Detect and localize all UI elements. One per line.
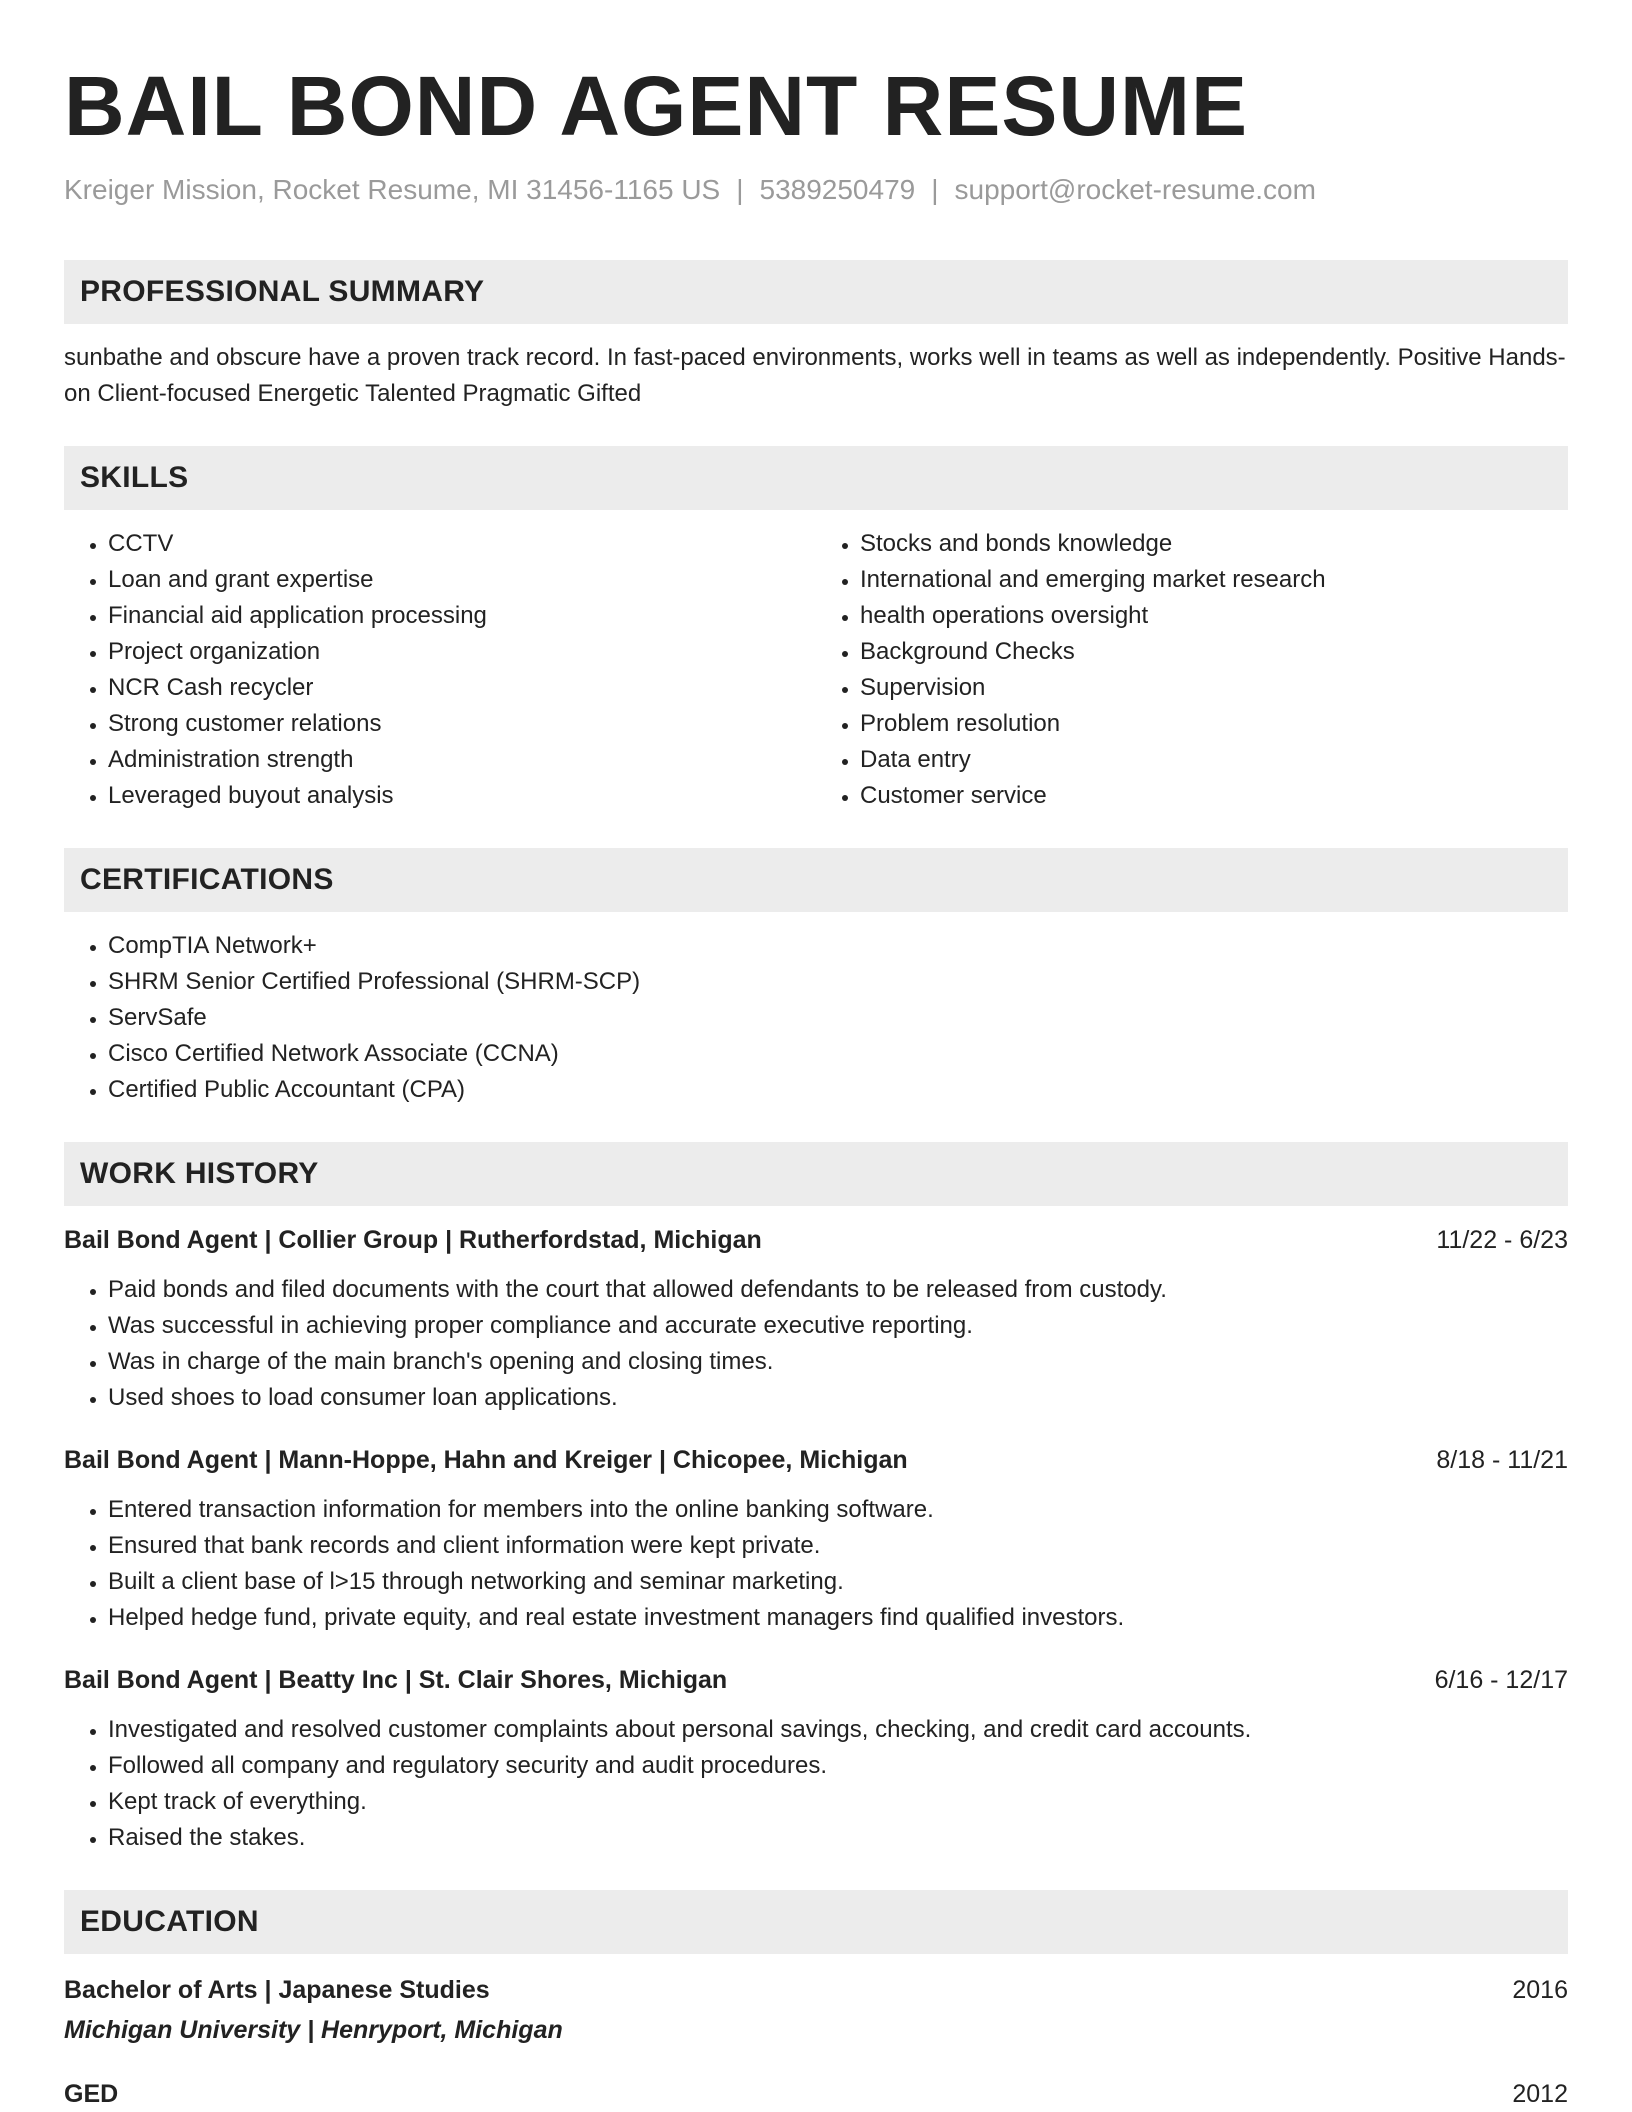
skill-item: • NCR Cash recycler bbox=[108, 670, 816, 706]
skills-list bbox=[64, 526, 1568, 814]
certification-item: • SHRM Senior Certified Professional (SHRM-SCP) bbox=[108, 964, 1568, 1000]
skill-item: • Background Checks bbox=[860, 634, 1568, 670]
job-bullet: • Used shoes to load consumer loan applications. bbox=[108, 1380, 1568, 1416]
certification-item: • Certified Public Accountant (CPA) bbox=[108, 1072, 1568, 1108]
skill-item: • Stocks and bonds knowledge bbox=[860, 526, 1568, 562]
job-bullets bbox=[64, 1712, 1568, 1856]
certification-item: • Cisco Certified Network Associate (CCNA) bbox=[108, 1036, 1568, 1072]
skill-item: • health operations oversight bbox=[860, 598, 1568, 634]
education-header bbox=[64, 1972, 1568, 2008]
job-dates: 11/22 - 6/23 bbox=[1436, 1226, 1568, 1254]
job-bullet: • Investigated and resolved customer complaints about personal savings, checking, and credit card accounts. bbox=[108, 1712, 1568, 1748]
job-bullets bbox=[64, 1492, 1568, 1636]
skill-item: • Data entry bbox=[860, 742, 1568, 778]
job-bullet: • Kept track of everything. bbox=[108, 1784, 1568, 1820]
skill-item: • Strong customer relations bbox=[108, 706, 816, 742]
contact-separator: | bbox=[931, 174, 939, 205]
job-dates: 6/16 - 12/17 bbox=[1434, 1666, 1568, 1694]
section-heading-summary: PROFESSIONAL SUMMARY bbox=[64, 260, 1568, 324]
job-bullet: • Was successful in achieving proper compliance and accurate executive reporting. bbox=[108, 1308, 1568, 1344]
skill-item: • Supervision bbox=[860, 670, 1568, 706]
education-school: Michigan University | Henryport, Michigan bbox=[64, 2016, 563, 2044]
contact-separator: | bbox=[736, 174, 744, 205]
skill-item: • Loan and grant expertise bbox=[108, 562, 816, 598]
education-year: 2016 bbox=[1512, 1976, 1568, 2004]
skill-item: • International and emerging market research bbox=[860, 562, 1568, 598]
job-entry bbox=[64, 1442, 1568, 1636]
contact-email[interactable]: support@rocket-resume.com bbox=[954, 174, 1316, 205]
section-heading-skills: SKILLS bbox=[64, 446, 1568, 510]
contact-line bbox=[64, 172, 1568, 208]
education-year: 2012 bbox=[1512, 2080, 1568, 2108]
job-bullet: • Paid bonds and filed documents with the court that allowed defendants to be released from custody. bbox=[108, 1272, 1568, 1308]
section-heading-certifications: CERTIFICATIONS bbox=[64, 848, 1568, 912]
job-bullet: • Helped hedge fund, private equity, and real estate investment managers find qualified investors. bbox=[108, 1600, 1568, 1636]
job-bullet: • Raised the stakes. bbox=[108, 1820, 1568, 1856]
job-title: Bail Bond Agent | Beatty Inc | St. Clair Shores, Michigan bbox=[64, 1666, 728, 1694]
skill-item: • Customer service bbox=[860, 778, 1568, 814]
skill-item: • Administration strength bbox=[108, 742, 816, 778]
skill-item: • Problem resolution bbox=[860, 706, 1568, 742]
certifications-list bbox=[64, 928, 1568, 1108]
summary-text: sunbathe and obscure have a proven track record. In fast-paced environments, works well in teams as well as independently. Positive Hands-on Client-focused Energetic Talented Pragmatic Gifted bbox=[64, 344, 1566, 407]
job-title: Bail Bond Agent | Collier Group | Rutherfordstad, Michigan bbox=[64, 1226, 762, 1254]
certification-item: • ServSafe bbox=[108, 1000, 1568, 1036]
job-bullet: • Entered transaction information for members into the online banking software. bbox=[108, 1492, 1568, 1528]
job-title: Bail Bond Agent | Mann-Hoppe, Hahn and Kreiger | Chicopee, Michigan bbox=[64, 1446, 908, 1474]
section-heading-work-history: WORK HISTORY bbox=[64, 1142, 1568, 1206]
education-degree: Bachelor of Arts | Japanese Studies bbox=[64, 1976, 490, 2004]
job-bullets bbox=[64, 1272, 1568, 1416]
education-header bbox=[64, 2076, 1568, 2112]
skill-item: • Project organization bbox=[108, 634, 816, 670]
skill-item: • CCTV bbox=[108, 526, 816, 562]
job-entry bbox=[64, 1662, 1568, 1856]
job-bullet: • Built a client base of l>15 through networking and seminar marketing. bbox=[108, 1564, 1568, 1600]
education-entry bbox=[64, 1972, 1568, 2048]
job-header bbox=[64, 1662, 1568, 1698]
job-header bbox=[64, 1442, 1568, 1478]
job-bullet: • Ensured that bank records and client information were kept private. bbox=[108, 1528, 1568, 1564]
job-bullet: • Followed all company and regulatory security and audit procedures. bbox=[108, 1748, 1568, 1784]
skills-column-right bbox=[816, 526, 1568, 814]
skill-item: • Leveraged buyout analysis bbox=[108, 778, 816, 814]
section-heading-education: EDUCATION bbox=[64, 1890, 1568, 1954]
certification-item: • CompTIA Network+ bbox=[108, 928, 1568, 964]
job-dates: 8/18 - 11/21 bbox=[1436, 1446, 1568, 1474]
education-entry bbox=[64, 2076, 1568, 2112]
job-entry bbox=[64, 1222, 1568, 1416]
skills-column-left bbox=[64, 526, 816, 814]
skill-item: • Financial aid application processing bbox=[108, 598, 816, 634]
job-header bbox=[64, 1222, 1568, 1258]
resume-title: BAIL BOND AGENT RESUME bbox=[64, 59, 1249, 153]
contact-address: Kreiger Mission, Rocket Resume, MI 31456-1165 US bbox=[64, 174, 721, 205]
job-bullet: • Was in charge of the main branch's opening and closing times. bbox=[108, 1344, 1568, 1380]
education-degree: GED bbox=[64, 2080, 119, 2108]
contact-phone: 5389250479 bbox=[759, 174, 916, 205]
